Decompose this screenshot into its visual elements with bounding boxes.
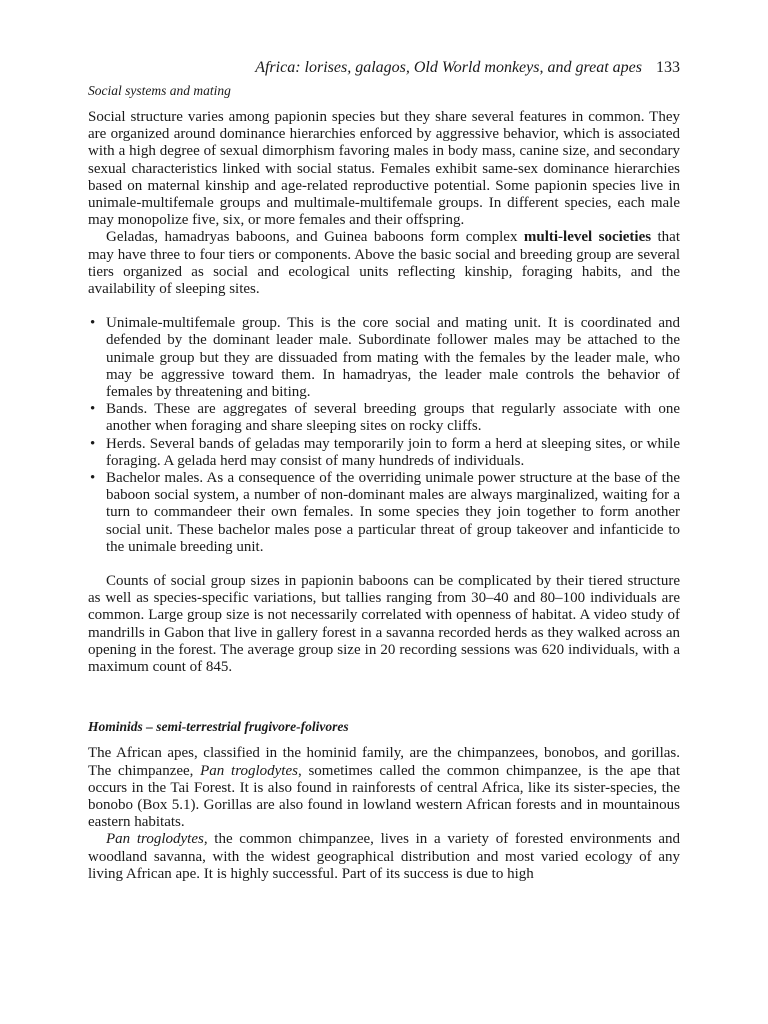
paragraph-social-structure: Social structure varies among papionin species but they share several features in common. They are organized around dominance hierarchies enforced by aggressive behavior, which is associated with a high degree of sexual dimorphism favoring males in body mass, canine size, and secondary sexual characteristics linked with social status. Females exhibit same-sex dominance hierarchies based on maternal kinship and age-related reproductive potential. Some papionin species live in unimale-multifemale groups and multimale-multifemale groups. In different species, each male may monopolize five, six, or more females and their offspring.: [88, 109, 680, 229]
section-heading-social-systems: Social systems and mating: [88, 83, 231, 98]
page-number: 133: [656, 59, 680, 76]
paragraph-african-apes: [88, 745, 680, 831]
species-name: Pan troglodytes: [106, 831, 204, 848]
bullet-icon: •: [90, 315, 96, 332]
section-heading-hominids: Hominids – semi-terrestrial frugivore-folivores: [88, 719, 349, 735]
list-item-text: Unimale-multifemale group. This is the core social and mating unit. It is coordinated and defended by the dominant leader male. Subordinate follower males may be attached to the unimale group but they are dissuaded from mating with the females by the leader male, who may be aggressive toward them. In hamadryas, the leader male controls the behavior of females by threatening and biting.: [106, 315, 680, 401]
paragraph-common-chimpanzee: [88, 831, 680, 883]
tier-list: [88, 315, 680, 556]
bullet-icon: •: [90, 470, 96, 487]
page-body: [88, 82, 680, 883]
bullet-icon: •: [90, 401, 96, 418]
list-item-text: Bands. These are aggregates of several breeding groups that regularly associate with one another when foraging and share sleeping sites on rocky cliffs.: [106, 401, 680, 435]
bullet-icon: •: [90, 435, 96, 452]
species-name: Pan troglodytes: [200, 762, 298, 779]
running-title: Africa: lorises, galagos, Old World monkeys, and great apes: [255, 59, 642, 76]
paragraph-multi-level-societies: [88, 229, 680, 298]
running-header: [0, 58, 680, 78]
term-multi-level-societies: multi-level societies: [523, 229, 652, 246]
list-item: [88, 470, 680, 556]
text-run: , the common chimpanzee, lives in a variety of forested environments and woodland savanna, with the widest geographical distribution and most varied ecology of any living African ape. It is highly successful. Part of its success is due to high: [88, 831, 680, 882]
text-run: Geladas, hamadryas baboons, and Guinea baboons form complex: [106, 229, 524, 246]
text-run: The African apes, classified in the hominid family, are the chimpanzees, bonobos, and gorillas. The chimpanzee,: [88, 745, 680, 779]
list-item: [88, 401, 680, 435]
list-item: [88, 436, 680, 470]
list-item-text: Bachelor males. As a consequence of the overriding unimale power structure at the base of the baboon social system, a number of non-dominant males are always marginalized, waiting for a turn to commandeer their own females. In some species they join together to form another social unit. These bachelor males pose a particular threat of group takeover and infanticide to the unimale breeding unit.: [106, 470, 680, 555]
list-item: [88, 315, 680, 401]
paragraph-group-sizes: Counts of social group sizes in papionin baboons can be complicated by their tiered structure as well as species-specific variations, but tallies ranging from 30–40 and 80–100 individuals are common. Large group size is not necessarily correlated with openness of habitat. A video study of mandrills in Gabon that live in gallery forest in a savanna recorded herds as they walked across an opening in the forest. The average group size in 20 recording sessions was 620 individuals, with a maximum count of 845.: [88, 573, 680, 676]
list-item-text: Herds. Several bands of geladas may temporarily join to form a herd at sleeping sites, or while foraging. A gelada herd may consist of many hundreds of individuals.: [106, 435, 680, 469]
text-run: , sometimes called the common chimpanzee, is the ape that occurs in the Tai Forest. It is also found in rainforests of central Africa, like its sister-species, the bonobo (Box 5.1). Gorillas are also found in lowland western African forests and in mountainous eastern habitats.: [88, 762, 680, 831]
text-run: that may have three to four tiers or components. Above the basic social and breeding group are several tiers organized as social and ecological units reflecting kinship, foraging habits, and the availability of sleeping sites.: [88, 229, 681, 298]
